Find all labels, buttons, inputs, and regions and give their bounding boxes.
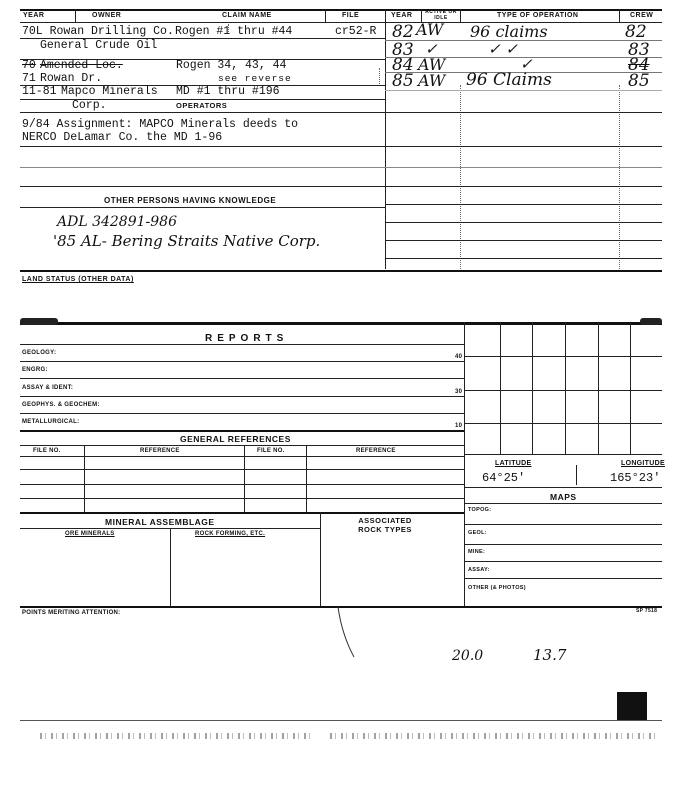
op-year-4: 85 [392, 71, 414, 91]
op-active-2: ✓ [425, 40, 438, 58]
header-owner: OWNER [92, 12, 122, 19]
owner-row-1 [22, 25, 174, 38]
knowledge-line-1: ADL 342891-986 [57, 214, 177, 230]
rock-forming-label: ROCK FORMING, ETC. [195, 531, 266, 537]
operators-line-2: NERCO DeLamar Co. the MD 1-96 [22, 131, 223, 144]
scan-noise-2 [330, 733, 660, 739]
owner-claim: Rogen #1 thru #44 [175, 25, 293, 38]
general-references-title: GENERAL REFERENCES [180, 434, 291, 444]
map-topog: TOPOG: [468, 507, 492, 513]
longitude-label: LONGITUDE [621, 460, 665, 467]
op-year-3: 84 [392, 55, 414, 75]
ref-col-file-2: FILE NO. [257, 448, 285, 454]
owner-row-3-year: 70 [22, 59, 36, 72]
latitude-label: LATITUDE [495, 460, 532, 467]
op-crew-1: 82 [625, 22, 647, 42]
report-assay: ASSAY & IDENT: [22, 385, 74, 391]
longitude-value: 165°23' [610, 471, 661, 485]
latitude-value: 64°25' [482, 471, 526, 485]
points-meriting-attention: POINTS MERITING ATTENTION: [22, 610, 121, 616]
knowledge-title: OTHER PERSONS HAVING KNOWLEDGE [104, 196, 277, 205]
land-status-label: LAND STATUS (OTHER DATA) [22, 276, 134, 283]
pen-mark [330, 605, 370, 675]
op-crew-4: 85 [628, 71, 650, 91]
operators-line-1: 9/84 Assignment: MAPCO Minerals deeds to [22, 118, 299, 131]
op-year-2: 83 [392, 40, 414, 60]
owner-name: Rowan Drilling Co. [49, 25, 174, 38]
map-other: OTHER (& PHOTOS) [468, 585, 526, 591]
owner-row-5-claim: MD #1 thru #196 [176, 85, 280, 98]
op-active-4: AW [418, 71, 446, 90]
header-file: FILE [342, 12, 360, 19]
associated-rock-types: ASSOCIATED ROCK TYPES [358, 516, 412, 534]
report-assay-num: 30 [455, 389, 463, 395]
ore-minerals-label: ORE MINERALS [65, 531, 115, 537]
owner-row-6: Corp. [72, 99, 107, 112]
owner-row-5-name: Mapco Minerals [61, 85, 158, 98]
reports-title: REPORTS [205, 333, 289, 344]
hand-number-2: 13.7 [533, 646, 567, 664]
owner-row-4-year: 71 [22, 72, 36, 85]
op-crew-3: 84 [628, 55, 650, 75]
ref-col-reference-1: REFERENCE [140, 448, 180, 454]
report-geology: GEOLOGY: [22, 350, 57, 356]
op-active-3: AW [418, 55, 446, 74]
map-assay: ASSAY: [468, 567, 490, 573]
owner-file: cr52-R [335, 25, 377, 38]
map-mine: MINE: [468, 549, 486, 555]
owner-row-4-claim: see reverse [218, 73, 292, 84]
report-metallurgical: METALLURGICAL: [22, 419, 80, 425]
report-metallurgical-num: 10 [455, 423, 463, 429]
op-type-1: 96 claims [470, 22, 548, 41]
owner-year: 70L [22, 25, 43, 38]
owner-row-4-name: Rowan Dr. [40, 72, 103, 85]
operators-label: OPERATORS [176, 101, 228, 110]
maps-title: MAPS [550, 492, 577, 502]
report-geology-num: 40 [455, 354, 463, 360]
op-active-1: AW [416, 20, 444, 39]
header-year: YEAR [23, 12, 45, 19]
scan-black-block [617, 692, 647, 720]
op-type-3: ✓ [520, 55, 533, 73]
mineral-assemblage-title: MINERAL ASSEMBLAGE [105, 517, 215, 527]
ref-col-reference-2: REFERENCE [356, 448, 396, 454]
owner-row-2: General Crude Oil [40, 39, 158, 52]
report-geophys: GEOPHYS. & GEOCHEM: [22, 402, 100, 408]
owner-row-3-name: Amended Loc. [40, 59, 123, 72]
map-geol: GEOL: [468, 530, 487, 536]
hand-number-1: 20.0 [452, 648, 484, 664]
header-crew: CREW [630, 12, 654, 19]
report-engrg: ENGRG: [22, 367, 48, 373]
header-year-2: YEAR [391, 12, 413, 19]
op-type-2: ✓ ✓ [488, 40, 518, 58]
form-number: SP 7518 [636, 608, 658, 614]
op-crew-2: 83 [628, 40, 650, 60]
op-year-1: 82 [392, 22, 414, 42]
op-type-4: 96 Claims [466, 70, 552, 90]
scan-noise-1 [40, 733, 310, 739]
header-active-idle: ACTIVE OR IDLE [425, 9, 457, 21]
owner-row-3-claim: Rogen 34, 43, 44 [176, 59, 287, 72]
knowledge-line-2: '85 AL- Bering Straits Native Corp. [53, 232, 321, 250]
owner-row-5-year: 11-81 [22, 85, 57, 98]
header-type-of-operation: TYPE OF OPERATION [497, 12, 579, 19]
ref-col-file-1: FILE NO. [33, 448, 61, 454]
header-claim-name: CLAIM NAME [222, 12, 272, 19]
